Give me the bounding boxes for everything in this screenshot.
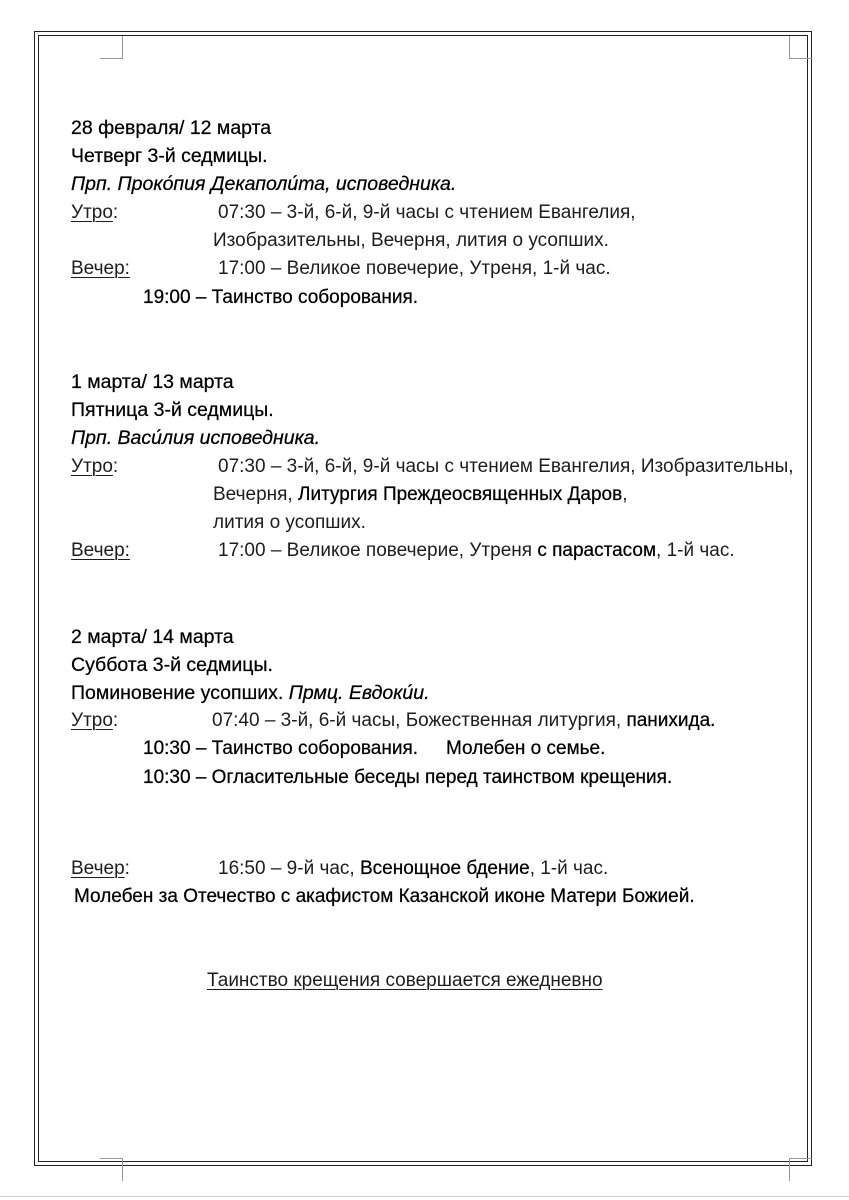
day1-evening-label: Вечер: [71,258,130,279]
day3-evening-colon: : [124,858,130,879]
day2-morning [71,455,801,479]
day1-evening-text: 17:00 – Великое повечерие, Утреня, 1-й час. [218,258,611,279]
day2-parastas: с парастасом [537,540,657,561]
day3-panikhida: панихида. [626,710,716,731]
day2-evening-text [218,539,735,563]
day3-evening-text [218,857,608,881]
day1-morning-cont: Изобразительны, Вечерня, лития о усопших. [213,230,609,251]
day1-extra: 19:00 – Таинство соборования. [143,287,419,308]
day1-date: 28 февраля/ 12 марта [71,117,272,139]
day3-moleben: Молебен за Отечество с акафистом Казанской иконе Матери Божией. [74,886,695,907]
day3-morning-label: Утро [71,710,113,731]
day1-morning-colon: : [112,202,119,223]
day3-saint: Прмц. Евдоки́и. [288,682,430,704]
day2-date: 1 марта/ 13 марта [71,371,234,393]
day3-commemoration-text: Поминовение усопших. [71,682,284,704]
day1-morning-label: Утро [71,202,113,223]
day3-morning [71,709,791,733]
day3-morning-text-a: 07:40 – 3-й, 6-й часы, Божественная литургия, [212,710,622,731]
crop-mark-bottom-right [789,1158,812,1181]
day2-saint: Прп. Васи́лия исповедника. [71,427,321,449]
day2-weekday: Пятница 3-й седмицы. [71,399,274,421]
day3-date: 2 марта/ 14 марта [71,626,234,648]
day2-evening-label: Вечер: [71,540,130,561]
day1-evening [71,257,791,281]
day2-morning-label: Утро [71,456,113,477]
day2-morning-cont [213,483,627,507]
day3-extra2: 10:30 – Огласительные беседы перед таинством крещения. [143,767,673,788]
day1-saint: Прп. Проко́пия Декаполи́та, исповедника. [71,173,457,195]
day1-morning-text: 07:30 – 3-й, 6-й, 9-й часы с чтением Евангелия, [218,202,636,223]
day2-morning-cont-a: Вечерня, [213,484,293,505]
baptism-note: Таинство крещения совершается ежедневно [207,970,603,991]
day2-morning-colon: : [112,456,119,477]
day3-morning-colon: : [112,710,119,731]
day3-evening [71,857,791,881]
crop-mark-bottom-left [100,1158,123,1181]
day2-evening [71,539,791,563]
page-bottom-edge [0,1196,849,1197]
day3-extra1-text: 10:30 – Таинство соборования. [143,738,419,759]
day3-evening-text-c: , 1-й час. [529,858,609,879]
day2-morning-cont-c: , [622,484,628,505]
day2-morning-cont2: лития о усопших. [213,512,366,533]
day3-vigil: Всенощное бдение [359,858,530,879]
day3-extra1 [143,737,605,761]
day2-morning-text: 07:30 – 3-й, 6-й, 9-й часы с чтением Евангелия, Изобразительны, [218,456,794,477]
day2-liturgy: Литургия Преждеосвященных Даров [297,484,623,505]
day3-commemoration [71,681,430,705]
crop-mark-top-right [789,36,812,59]
day3-weekday: Суббота 3-й седмицы. [71,654,273,676]
crop-mark-top-left [100,36,123,59]
day3-evening-label: Вечер [71,858,125,879]
day3-evening-text-a: 16:50 – 9-й час, [218,858,355,879]
day3-extra1b: Молебен о семье. [446,738,606,759]
day2-evening-text-c: , 1-й час. [656,540,735,561]
day1-weekday: Четверг 3-й седмицы. [71,145,268,167]
day2-evening-text-a: 17:00 – Великое повечерие, Утреня [218,540,533,561]
day1-morning [71,201,791,225]
day3-morning-text [212,709,715,733]
